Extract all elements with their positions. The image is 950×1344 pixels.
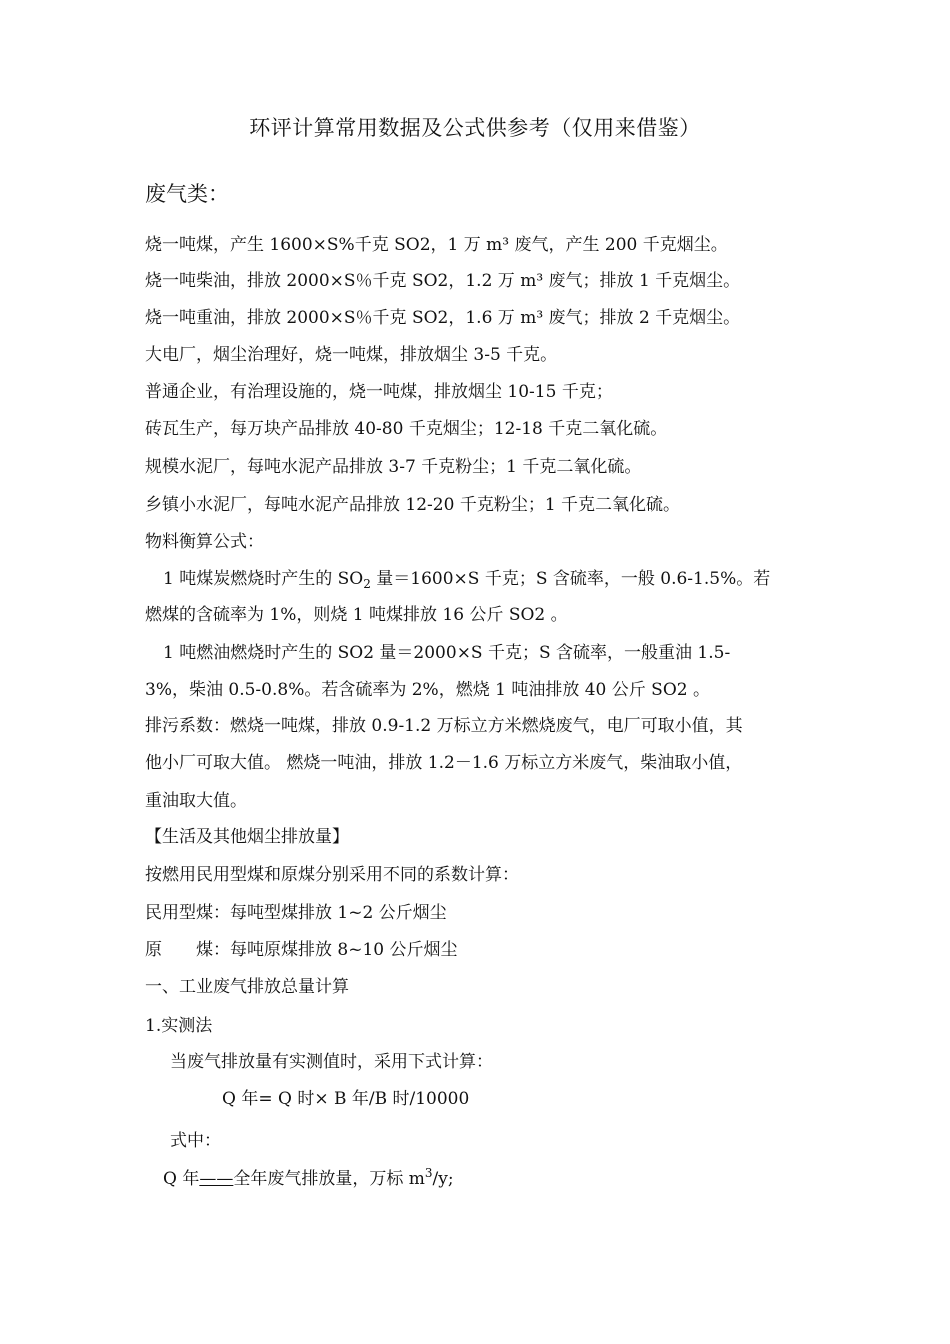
coal-formula-line: 1 吨煤炭燃烧时产生的 $SO_2$ 量＝1600×S 千克；S 含硫率，一般 0.6-1.5%。若 — [163, 569, 771, 591]
text-line: 普通企业，有治理设施的，烧一吨煤，排放烟尘 10-15 千克； — [145, 382, 613, 402]
text-line: 烧一吨柴油，排放 2000×S％千克 SO2，1.2 万 m³ 废气；排放 1 千克烟尘。 — [145, 271, 741, 291]
subheading-measure-method: 1.实测法 — [145, 1016, 213, 1036]
coefficient-line: 排污系数：燃烧一吨煤，排放 0.9-1.2 万标立方米燃烧废气，电厂可取小值，其 — [145, 716, 743, 736]
text-line: 当废气排放量有实测值时，采用下式计算： — [170, 1052, 493, 1072]
text-line: 乡镇小水泥厂，每吨水泥产品排放 12-20 千克粉尘；1 千克二氧化硫。 — [145, 495, 681, 515]
coefficient-line: 他小厂可取大值。 燃烧一吨油，排放 1.2－1.6 万标立方米废气，柴油取小值， — [145, 753, 743, 773]
text-line: 大电厂，烟尘治理好，烧一吨煤，排放烟尘 3-5 千克。 — [145, 345, 558, 365]
text-line: 式中： — [170, 1131, 221, 1151]
page-title: 环评计算常用数据及公式供参考（仅用来借鉴） — [249, 116, 701, 140]
text-line: 烧一吨煤，产生 1600×S%千克 SO2，1 万 m³ 废气，产生 200 千克烟尘。 — [145, 235, 728, 255]
coefficient-line: 重油取大值。 — [145, 791, 247, 811]
text-line: 民用型煤：每吨型煤排放 1~2 公斤烟尘 — [145, 903, 447, 923]
definition-line: Q 年——全年废气排放量，万标 $m^3/y$; — [163, 1166, 454, 1189]
text-line: 砖瓦生产，每万块产品排放 40-80 千克烟尘；12-18 千克二氧化硫。 — [145, 419, 668, 439]
text-line: 物料衡算公式： — [145, 532, 264, 552]
text-line: 规模水泥厂，每吨水泥产品排放 3-7 千克粉尘；1 千克二氧化硫。 — [145, 457, 642, 477]
formula: Q 年= Q 时× B 年/B 时/10000 — [222, 1089, 470, 1109]
section-heading: 废气类： — [145, 182, 229, 206]
text-line: 原 煤：每吨原煤排放 8~10 公斤烟尘 — [145, 940, 458, 960]
oil-formula-line: 1 吨燃油燃烧时产生的 SO2 量＝2000×S 千克；S 含硫率，一般重油 1.5- — [163, 643, 731, 663]
subheading-life-dust: 【生活及其他烟尘排放量】 — [145, 827, 349, 847]
subheading-total-exhaust: 一、工业废气排放总量计算 — [145, 977, 349, 997]
oil-formula-line-2: 3%，柴油 0.5-0.8%。若含硫率为 2%，燃烧 1 吨油排放 40 公斤 SO2 。 — [145, 680, 710, 700]
coal-formula-line-2: 燃煤的含硫率为 1%，则烧 1 吨煤排放 16 公斤 SO2 。 — [145, 605, 568, 625]
text-line: 按燃用民用型煤和原煤分别采用不同的系数计算： — [145, 865, 519, 885]
text-line: 烧一吨重油，排放 2000×S％千克 SO2，1.6 万 m³ 废气；排放 2 千克烟尘。 — [145, 308, 741, 328]
